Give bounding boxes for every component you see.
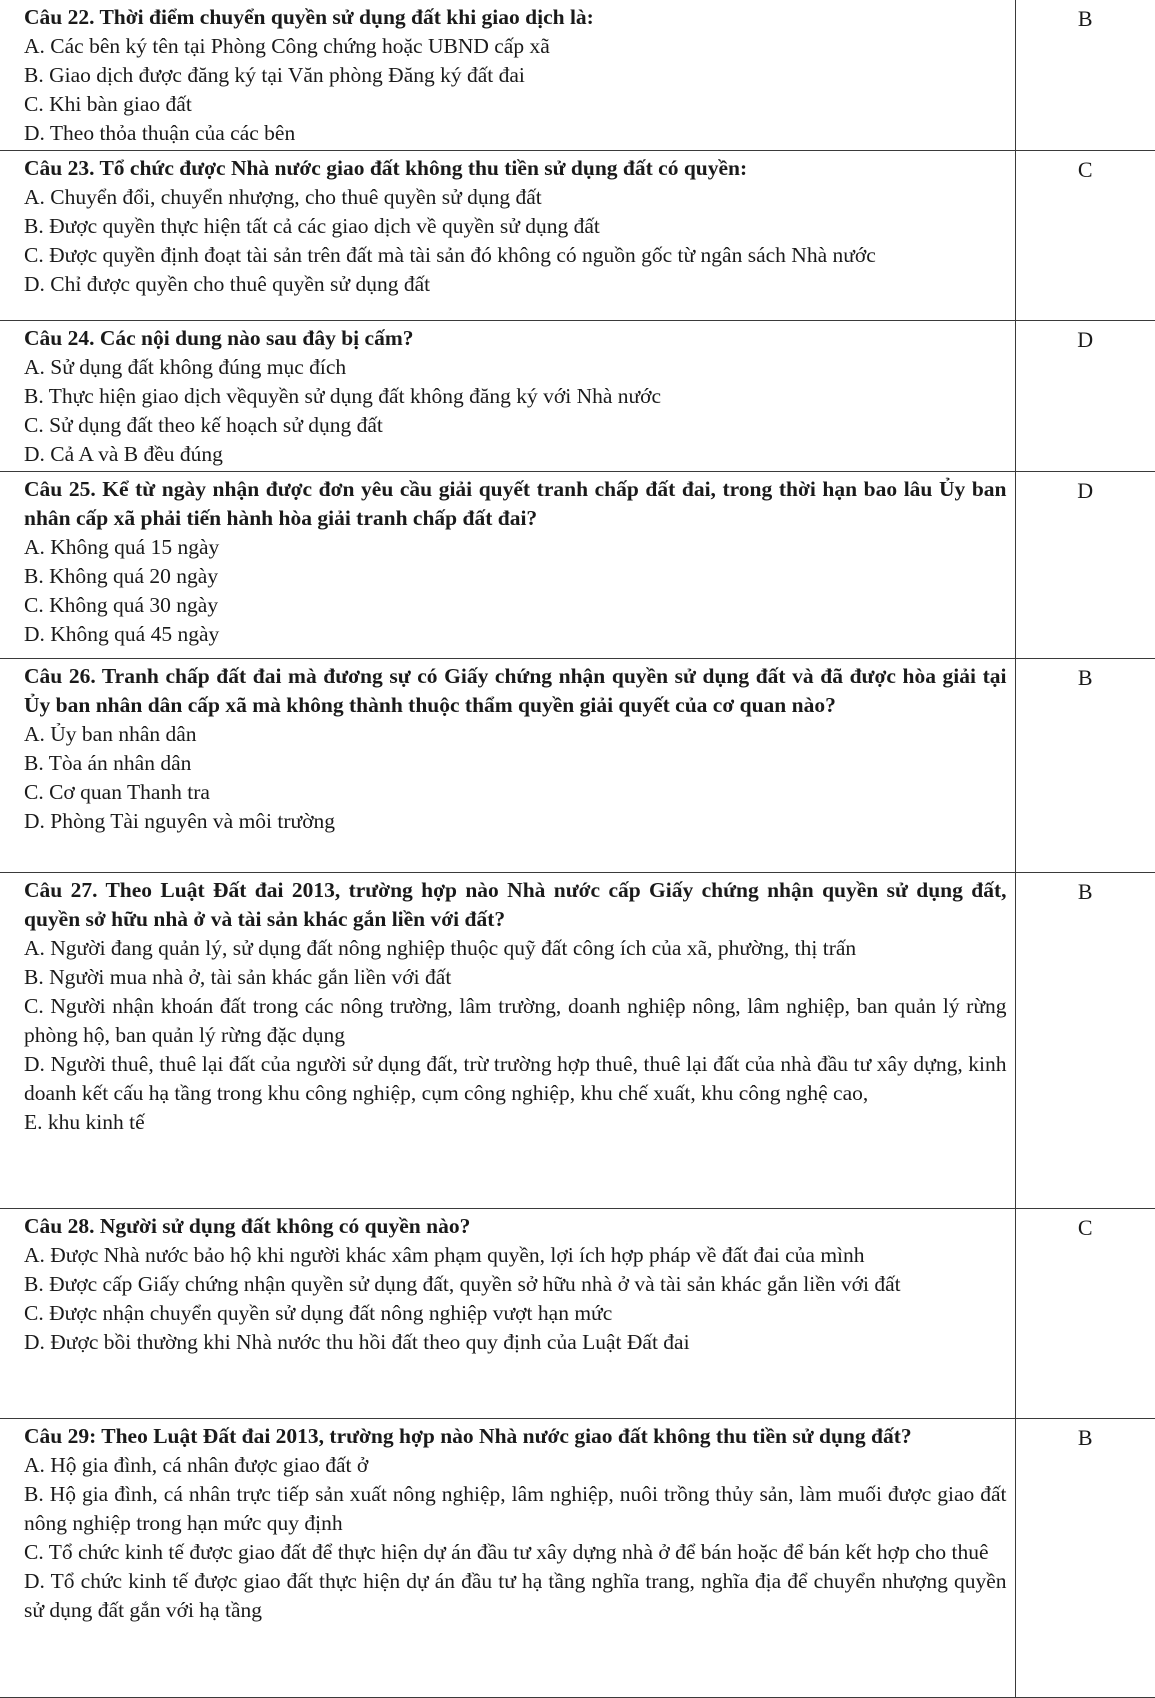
answer-cell: B xyxy=(1015,659,1155,873)
option-b: B. Không quá 20 ngày xyxy=(24,564,219,588)
question-title: Câu 25. Kể từ ngày nhận được đơn yêu cầu giải quyết tranh chấp đất đai, trong thời hạn bao lâu Ủy ban nhân cấp xã phải tiến hành hòa giải tranh chấp đất đai? xyxy=(24,477,1007,530)
option-d: D. Cả A và B đều đúng xyxy=(24,442,223,466)
question-row-22 xyxy=(0,0,1155,151)
question-title: Câu 22. Thời điểm chuyển quyền sử dụng đất khi giao dịch là: xyxy=(24,5,594,29)
option-d: D. Tổ chức kinh tế được giao đất thực hiện dự án đầu tư hạ tầng nghĩa trang, nghĩa địa để chuyển nhượng quyền sử dụng đất gắn với hạ tầng xyxy=(24,1569,1007,1622)
option-d: D. Phòng Tài nguyên và môi trường xyxy=(24,809,336,833)
option-a: A. Được Nhà nước bảo hộ khi người khác xâm phạm quyền, lợi ích hợp pháp về đất đai của mình xyxy=(24,1243,865,1267)
question-row-27 xyxy=(0,873,1155,1209)
option-b: B. Giao dịch được đăng ký tại Văn phòng Đăng ký đất đai xyxy=(24,63,525,87)
question-cell xyxy=(0,151,1015,321)
question-cell xyxy=(0,0,1015,151)
option-b: B. Tòa án nhân dân xyxy=(24,751,192,775)
option-d: D. Theo thỏa thuận của các bên xyxy=(24,121,296,145)
option-c: C. Cơ quan Thanh tra xyxy=(24,780,210,804)
answer-cell: B xyxy=(1015,873,1155,1209)
option-c: C. Người nhận khoán đất trong các nông trường, lâm trường, doanh nghiệp nông, lâm nghiệp, ban quản lý rừng phòng hộ, ban quản lý rừng đặc dụng xyxy=(24,994,1007,1047)
question-cell xyxy=(0,873,1015,1209)
option-a: A. Chuyển đổi, chuyển nhượng, cho thuê quyền sử dụng đất xyxy=(24,185,542,209)
answer-cell: D xyxy=(1015,472,1155,659)
question-title: Câu 26. Tranh chấp đất đai mà đương sự có Giấy chứng nhận quyền sử dụng đất và đã được hòa giải tại Ủy ban nhân dân cấp xã mà không thành thuộc thẩm quyền giải quyết của cơ quan nào? xyxy=(24,664,1007,717)
answer-cell: C xyxy=(1015,151,1155,321)
option-b: B. Được quyền thực hiện tất cả các giao dịch về quyền sử dụng đất xyxy=(24,214,600,238)
option-c: C. Khi bàn giao đất xyxy=(24,92,192,116)
option-b: B. Thực hiện giao dịch vềquyền sử dụng đất không đăng ký với Nhà nước xyxy=(24,384,662,408)
option-d: D. Chỉ được quyền cho thuê quyền sử dụng đất xyxy=(24,272,431,296)
option-a: A. Các bên ký tên tại Phòng Công chứng hoặc UBND cấp xã xyxy=(24,34,550,58)
option-b: B. Người mua nhà ở, tài sản khác gắn liền với đất xyxy=(24,965,452,989)
option-d: D. Được bồi thường khi Nhà nước thu hồi đất theo quy định của Luật Đất đai xyxy=(24,1330,690,1354)
option-c: C. Không quá 30 ngày xyxy=(24,593,219,617)
option-a: A. Sử dụng đất không đúng mục đích xyxy=(24,355,347,379)
question-row-23 xyxy=(0,151,1155,321)
option-d: D. Người thuê, thuê lại đất của người sử dụng đất, trừ trường hợp thuê, thuê lại đất của nhà đầu tư xây dựng, kinh doanh kết cấu hạ tầng trong khu công nghiệp, cụm công nghiệp, khu chế xuất, khu công nghệ cao, xyxy=(24,1052,1007,1105)
answer-cell: D xyxy=(1015,321,1155,472)
question-cell xyxy=(0,472,1015,659)
answer-cell: B xyxy=(1015,1419,1155,1698)
question-cell xyxy=(0,1209,1015,1419)
question-title: Câu 24. Các nội dung nào sau đây bị cấm? xyxy=(24,326,414,350)
question-title: Câu 29: Theo Luật Đất đai 2013, trường hợp nào Nhà nước giao đất không thu tiền sử dụng đất? xyxy=(24,1424,912,1448)
question-row-28 xyxy=(0,1209,1155,1419)
option-d: D. Không quá 45 ngày xyxy=(24,622,220,646)
option-c: C. Tổ chức kinh tế được giao đất để thực hiện dự án đầu tư xây dựng nhà ở để bán hoặc để bán kết hợp cho thuê xyxy=(24,1540,989,1564)
question-row-25 xyxy=(0,472,1155,659)
option-c: C. Sử dụng đất theo kế hoạch sử dụng đất xyxy=(24,413,383,437)
question-title: Câu 23. Tổ chức được Nhà nước giao đất không thu tiền sử dụng đất có quyền: xyxy=(24,156,748,180)
question-row-26 xyxy=(0,659,1155,873)
question-title: Câu 28. Người sử dụng đất không có quyền nào? xyxy=(24,1214,471,1238)
answer-cell: B xyxy=(1015,0,1155,151)
question-row-29 xyxy=(0,1419,1155,1698)
question-row-24 xyxy=(0,321,1155,472)
option-a: A. Ủy ban nhân dân xyxy=(24,722,197,746)
option-a: A. Người đang quản lý, sử dụng đất nông nghiệp thuộc quỹ đất công ích của xã, phường, thị trấn xyxy=(24,936,857,960)
question-cell xyxy=(0,321,1015,472)
option-a: A. Không quá 15 ngày xyxy=(24,535,220,559)
option-a: A. Hộ gia đình, cá nhân được giao đất ở xyxy=(24,1453,369,1477)
option-e: E. khu kinh tế xyxy=(24,1110,145,1134)
question-cell xyxy=(0,659,1015,873)
option-c: C. Được quyền định đoạt tài sản trên đất mà tài sản đó không có nguồn gốc từ ngân sách Nhà nước xyxy=(24,243,876,267)
option-b: B. Được cấp Giấy chứng nhận quyền sử dụng đất, quyền sở hữu nhà ở và tài sản khác gắn liền với đất xyxy=(24,1272,901,1296)
answer-cell: C xyxy=(1015,1209,1155,1419)
question-cell xyxy=(0,1419,1015,1698)
option-c: C. Được nhận chuyển quyền sử dụng đất nông nghiệp vượt hạn mức xyxy=(24,1301,613,1325)
question-title: Câu 27. Theo Luật Đất đai 2013, trường hợp nào Nhà nước cấp Giấy chứng nhận quyền sử dụng đất, quyền sở hữu nhà ở và tài sản khác gắn liền với đất? xyxy=(24,878,1007,931)
option-b: B. Hộ gia đình, cá nhân trực tiếp sản xuất nông nghiệp, lâm nghiệp, nuôi trồng thủy sản, làm muối được giao đất nông nghiệp trong hạn mức quy định xyxy=(24,1482,1007,1535)
